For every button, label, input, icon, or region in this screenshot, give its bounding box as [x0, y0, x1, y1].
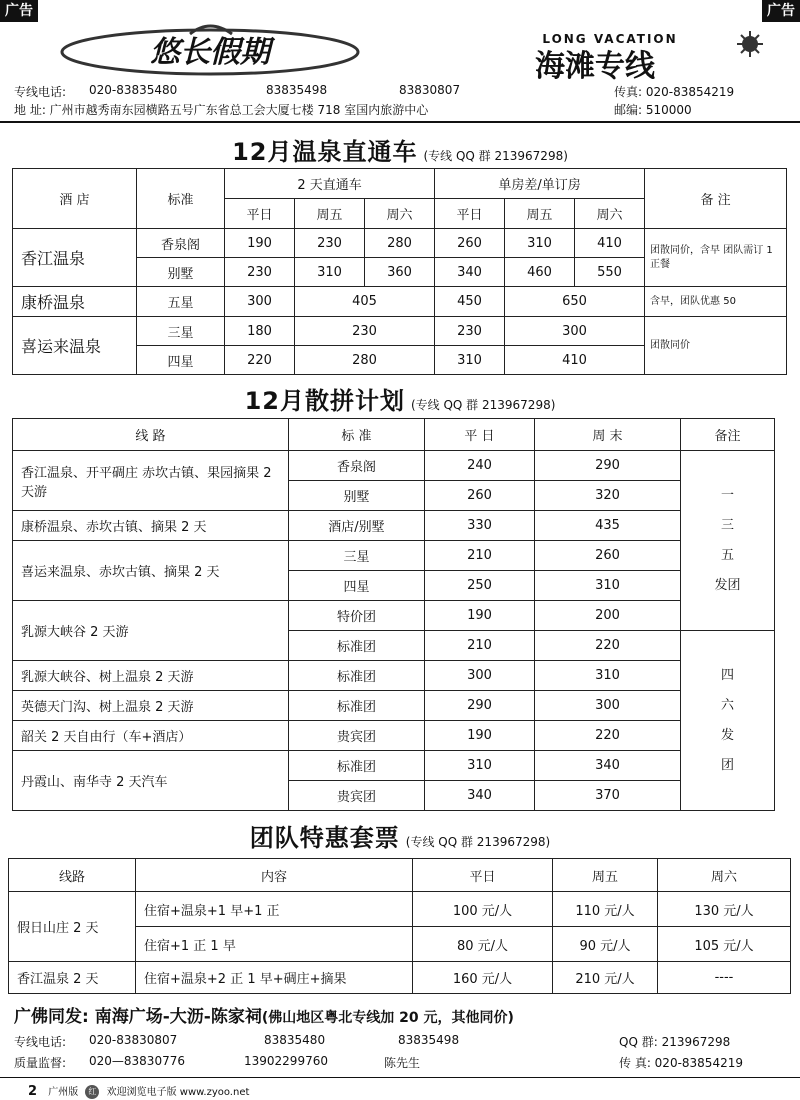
- table-cell: 特价团: [289, 601, 425, 631]
- edition: 广州版: [48, 1087, 79, 1098]
- hotel-xiangjiang: 香江温泉: [13, 229, 137, 287]
- table-cell: 五星: [137, 287, 225, 317]
- table-cell: 320: [535, 481, 681, 511]
- table-cell: 410: [505, 346, 645, 375]
- note-xiangjiang: 团散同价，含早 团队需订 1 正餐: [645, 229, 787, 287]
- col-weekend: 周 末: [535, 419, 681, 451]
- col-standard: 标准: [137, 169, 225, 229]
- table-cell: 300: [535, 691, 681, 721]
- table-cell: 香泉阁: [137, 229, 225, 258]
- table-cell: 三星: [137, 317, 225, 346]
- col-day: 周六: [575, 199, 645, 229]
- route-1: 香江温泉、开平碉庄 赤坎古镇、果园摘果 2 天游: [13, 451, 289, 511]
- hotel-xiyunlai: 喜运来温泉: [13, 317, 137, 375]
- section1-qq: (专线 QQ 群 213967298): [423, 149, 568, 163]
- table-row: [13, 511, 775, 541]
- route-8: 丹霞山、南华寺 2 天汽车: [13, 751, 289, 811]
- table-cell: 370: [535, 781, 681, 811]
- phone-2: 83835498: [266, 83, 328, 97]
- footer-website[interactable]: 欢迎浏览电子版 www.zyoo.net: [106, 1087, 250, 1098]
- col-route: 线路: [9, 859, 136, 892]
- section2-title: [0, 381, 800, 416]
- table-cell: 300: [225, 287, 295, 317]
- table-cell: 230: [295, 317, 435, 346]
- publication-logo-icon: 红: [85, 1085, 99, 1099]
- contact-phones: [14, 83, 794, 99]
- table-cell: 280: [295, 346, 435, 375]
- table-cell: 80 元/人: [413, 927, 553, 962]
- table-row: [9, 962, 791, 994]
- address: 地 址: 广州市越秀南东园横路五号广东省总工会大厦七楼 718 室国内旅游中心: [14, 103, 429, 117]
- table-row: [13, 229, 787, 258]
- table-cell: 贵宾团: [289, 781, 425, 811]
- footer-phone-1: 020-83830807: [89, 1033, 178, 1047]
- table-row: [9, 892, 791, 927]
- table-cell: 别墅: [137, 258, 225, 287]
- route-6: 英德天门沟、树上温泉 2 天游: [13, 691, 289, 721]
- table-cell: 住宿+温泉+1 早+1 正: [136, 892, 413, 927]
- table-cell: 贵宾团: [289, 721, 425, 751]
- route-holiday: 假日山庄 2 天: [9, 892, 136, 962]
- logo-left-text: 悠长假期: [150, 35, 270, 70]
- table-row: [13, 721, 775, 751]
- table-cell: 290: [425, 691, 535, 721]
- col-standard: 标 准: [289, 419, 425, 451]
- table-cell: 200: [535, 601, 681, 631]
- route-4: 乳源大峡谷 2 天游: [13, 601, 289, 661]
- table-cell: 280: [365, 229, 435, 258]
- table-cell: 香泉阁: [289, 451, 425, 481]
- table-cell: 210: [425, 631, 535, 661]
- sun-icon: [737, 31, 763, 57]
- table-row: [13, 317, 787, 346]
- foshan-banner: [14, 1002, 514, 1027]
- table-cell: 180: [225, 317, 295, 346]
- table-row: [13, 601, 775, 631]
- table-cell: 标准团: [289, 631, 425, 661]
- route-3: 喜运来温泉、赤坎古镇、摘果 2 天: [13, 541, 289, 601]
- table-cell: 310: [425, 751, 535, 781]
- col-route: 线 路: [13, 419, 289, 451]
- col-remark: 备 注: [645, 169, 787, 229]
- table-cell: 住宿+温泉+2 正 1 早+碉庄+摘果: [136, 962, 413, 994]
- route-7: 韶关 2 天自由行（车+酒店）: [13, 721, 289, 751]
- table-cell: 四星: [289, 571, 425, 601]
- contact-person: 陈先生: [384, 1056, 421, 1070]
- section1-heading: 12月温泉直通车: [232, 138, 418, 166]
- table-cell: 340: [425, 781, 535, 811]
- table-cell: 260: [535, 541, 681, 571]
- table-cell: 340: [535, 751, 681, 781]
- col-day: 平日: [225, 199, 295, 229]
- table-cell: 330: [425, 511, 535, 541]
- footer-divider: [0, 1077, 800, 1078]
- table-cell: ----: [658, 962, 791, 994]
- supervision-label: 质量监督:: [14, 1056, 67, 1070]
- section2-heading: 12月散拼计划: [244, 387, 405, 415]
- table-cell: 160 元/人: [413, 962, 553, 994]
- long-holiday-logo: [60, 22, 360, 78]
- table-cell: 310: [435, 346, 505, 375]
- table-cell: 310: [505, 229, 575, 258]
- footer-qq: QQ 群: 213967298: [619, 1035, 731, 1049]
- col-saturday: 周六: [658, 859, 791, 892]
- page-number: 2: [28, 1084, 38, 1099]
- table-cell: 210 元/人: [553, 962, 658, 994]
- package-table: [8, 858, 791, 994]
- table-cell: 190: [225, 229, 295, 258]
- table-cell: 220: [535, 721, 681, 751]
- table-cell: 405: [295, 287, 435, 317]
- route-xiangjiang: 香江温泉 2 天: [9, 962, 136, 994]
- route-5: 乳源大峡谷、树上温泉 2 天游: [13, 661, 289, 691]
- table-cell: 250: [425, 571, 535, 601]
- section3-title: [0, 818, 800, 853]
- note-xiyunlai: 团散同价: [645, 317, 787, 375]
- header-divider: [0, 121, 800, 123]
- table-cell: 340: [435, 258, 505, 287]
- col-content: 内容: [136, 859, 413, 892]
- header: [0, 0, 800, 122]
- table-cell: 550: [575, 258, 645, 287]
- table-cell: 435: [535, 511, 681, 541]
- col-day: 周五: [295, 199, 365, 229]
- table-row: [13, 751, 775, 781]
- col-single-room: 单房差/单订房: [435, 169, 645, 199]
- table-cell: 300: [505, 317, 645, 346]
- col-weekday: 平 日: [425, 419, 535, 451]
- table-row: [13, 661, 775, 691]
- remark-schedule-2: 四 六 发 团: [681, 631, 775, 811]
- footer-fax: 传 真: 020-83854219: [619, 1056, 743, 1070]
- table-cell: 90 元/人: [553, 927, 658, 962]
- table-cell: 110 元/人: [553, 892, 658, 927]
- hotel-kangqiao: 康桥温泉: [13, 287, 137, 317]
- beach-line-logo: [455, 30, 775, 82]
- banner-main: 广佛同发: 南海广场-大沥-陈家祠: [14, 1007, 262, 1027]
- table-cell: 190: [425, 721, 535, 751]
- table-cell: 310: [535, 571, 681, 601]
- table-cell: 300: [425, 661, 535, 691]
- table-row: [13, 451, 775, 481]
- table-row: [13, 691, 775, 721]
- mobile: 13902299760: [244, 1054, 328, 1068]
- table-cell: 260: [425, 481, 535, 511]
- table-cell: 230: [435, 317, 505, 346]
- footer-phone-2: 83835480: [264, 1033, 326, 1047]
- table-cell: 标准团: [289, 661, 425, 691]
- supervision-phone: 020—83830776: [89, 1054, 185, 1068]
- col-day: 周六: [365, 199, 435, 229]
- table-cell: 210: [425, 541, 535, 571]
- col-day: 平日: [435, 199, 505, 229]
- note-kangqiao: 含早，团队优惠 50: [645, 287, 787, 317]
- col-remark: 备注: [681, 419, 775, 451]
- col-friday: 周五: [553, 859, 658, 892]
- table-cell: 酒店/别墅: [289, 511, 425, 541]
- footer-supervision: [14, 1054, 786, 1070]
- col-day: 周五: [505, 199, 575, 229]
- remark-schedule-1: 一 三 五 发团: [681, 451, 775, 631]
- table-cell: 450: [435, 287, 505, 317]
- col-hotel: 酒 店: [13, 169, 137, 229]
- section1-title: [0, 132, 800, 167]
- table-cell: 230: [295, 229, 365, 258]
- footer-hotline-label: 专线电话:: [14, 1035, 67, 1049]
- ad-tag-right: 广告: [762, 0, 800, 22]
- table-cell: 四星: [137, 346, 225, 375]
- ad-tag-left: 广告: [0, 0, 38, 22]
- table-cell: 360: [365, 258, 435, 287]
- table-cell: 230: [225, 258, 295, 287]
- table-cell: 标准团: [289, 691, 425, 721]
- section3-qq: (专线 QQ 群 213967298): [405, 835, 551, 849]
- route-2: 康桥温泉、赤坎古镇、摘果 2 天: [13, 511, 289, 541]
- table-cell: 190: [425, 601, 535, 631]
- banner-note: (佛山地区粤北专线加 20 元，其他同价): [261, 1010, 514, 1026]
- table-cell: 650: [505, 287, 645, 317]
- table-cell: 310: [295, 258, 365, 287]
- table-cell: 105 元/人: [658, 927, 791, 962]
- table-cell: 290: [535, 451, 681, 481]
- table-cell: 100 元/人: [413, 892, 553, 927]
- hotline-label: 专线电话:: [14, 85, 67, 99]
- group-tour-table: [12, 418, 775, 811]
- col-weekday: 平日: [413, 859, 553, 892]
- table-cell: 标准团: [289, 751, 425, 781]
- footer-phones: [14, 1033, 786, 1049]
- table-cell: 310: [535, 661, 681, 691]
- table-cell: 220: [535, 631, 681, 661]
- table-cell: 240: [425, 451, 535, 481]
- table-cell: 410: [575, 229, 645, 258]
- section2-qq: (专线 QQ 群 213967298): [410, 398, 556, 412]
- table-cell: 460: [505, 258, 575, 287]
- phone-1: 020-83835480: [89, 83, 178, 97]
- postcode: 邮编: 510000: [614, 103, 692, 117]
- col-2day-bus: 2 天直通车: [225, 169, 435, 199]
- table-row: [13, 287, 787, 317]
- table-cell: 260: [435, 229, 505, 258]
- table-row: [13, 541, 775, 571]
- page-footer: [28, 1083, 249, 1099]
- table-cell: 220: [225, 346, 295, 375]
- logo-right-cn: 海滩专线: [535, 49, 655, 82]
- hot-spring-table: [12, 168, 787, 375]
- phone-3: 83830807: [399, 83, 461, 97]
- footer-phone-3: 83835498: [398, 1033, 460, 1047]
- table-cell: 别墅: [289, 481, 425, 511]
- logo-right-en: LONG VACATION: [542, 32, 678, 46]
- section3-heading: 团队特惠套票: [249, 824, 400, 852]
- contact-address: [14, 101, 794, 117]
- fax-number: 传真: 020-83854219: [614, 85, 735, 99]
- table-cell: 三星: [289, 541, 425, 571]
- table-cell: 130 元/人: [658, 892, 791, 927]
- table-cell: 住宿+1 正 1 早: [136, 927, 413, 962]
